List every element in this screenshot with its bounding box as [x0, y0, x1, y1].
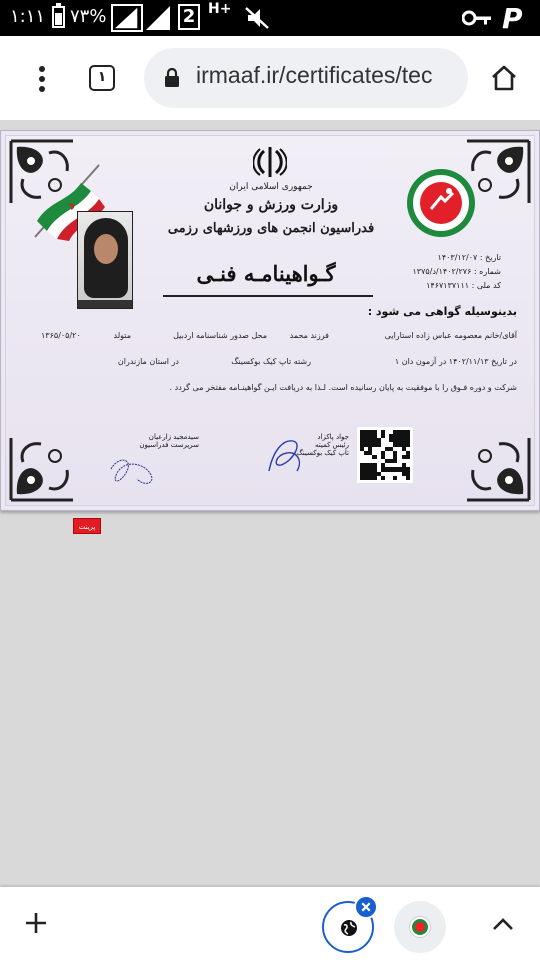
signal-strength-2-icon	[146, 4, 172, 32]
print-button[interactable]: پرینت	[73, 518, 101, 534]
chevron-up-icon[interactable]	[490, 915, 516, 933]
iran-emblem-icon	[253, 145, 287, 179]
certification-intro: بدینوسیله گواهی می شود :	[367, 305, 517, 318]
certificate-image	[0, 130, 540, 511]
url-bar[interactable]	[144, 48, 468, 108]
birth-date: ۱۳۶۵/۰۵/۲۰	[41, 331, 81, 340]
federation-logo-icon	[405, 167, 477, 239]
national-code: کد ملی : ۱۴۶۷۱۳۷۱۱۱	[426, 281, 501, 290]
signature-2-icon	[263, 431, 311, 479]
signature-1-icon	[107, 449, 163, 491]
exam-info: در تاریخ ۱۴۰۲/۱۱/۱۳ در آزمون دان ۱	[394, 357, 517, 366]
browser-toolbar	[0, 36, 540, 120]
signatory-1-name: سیدمجید زارعیان	[148, 433, 199, 441]
signatory-2-name: جواد پاکزاد	[317, 433, 349, 441]
born-label: متولد	[113, 331, 131, 340]
qr-code	[357, 427, 413, 483]
battery-percent: ۷۳%	[70, 6, 107, 27]
signatory-2-role: رئیس کمیته	[315, 441, 349, 449]
signal-strength-icon	[111, 4, 143, 32]
province: در استان مازندران	[117, 357, 179, 366]
close-tab-icon[interactable]	[354, 895, 378, 919]
sim-slot-badge: 2	[178, 4, 200, 30]
lock-icon[interactable]	[164, 68, 180, 88]
status-time: ۱:۱۱	[10, 6, 46, 27]
republic-text: جمهوری اسلامی ایران	[229, 182, 313, 192]
holder-name: آقای/خانم معصومه عباس زاده استارایی	[384, 331, 517, 340]
certificate-number: شماره : ۱۴۰۲/۲۷۶/د/۱۳۷۵	[412, 267, 501, 276]
father-name: فرزند محمد	[289, 331, 329, 340]
certificate-title: گـواهینامـه فنـی	[196, 261, 336, 286]
completion-statement: شرکت و دوره فـوق را با موفقیت به پایان رسانیده است. لـذا به دریافت ایـن گواهینـامه مفتخر می گردد .	[169, 383, 517, 392]
overflow-menu-icon[interactable]	[28, 64, 56, 94]
signatory-2-detail: تاپ کیک بوکسینگ	[296, 449, 349, 457]
ministry-text: وزارت ورزش و جوانان	[203, 197, 339, 213]
browser-bottom-bar	[0, 887, 540, 960]
signatory-1	[109, 433, 199, 449]
vpn-key-icon	[462, 9, 492, 27]
home-icon[interactable]	[490, 64, 518, 92]
issue-place: محل صدور شناسنامه اردبیل	[173, 331, 267, 340]
title-divider	[163, 295, 373, 297]
federation-text: فدراسیون انجمن های ورزشهای رزمی	[167, 221, 375, 236]
parking-app-icon: P	[502, 2, 523, 35]
new-tab-plus-icon[interactable]	[24, 911, 48, 935]
web-content	[0, 120, 540, 887]
tab-thumbnail-other[interactable]	[394, 901, 446, 953]
certificate-date: تاریخ : ۱۴۰۳/۱۲/۰۷	[437, 253, 501, 262]
holder-photo	[77, 211, 133, 309]
site-favicon-icon	[410, 917, 430, 937]
status-bar	[0, 0, 540, 36]
url-text[interactable]: irmaaf.ir/certificates/tec	[196, 62, 433, 88]
tab-switcher-button[interactable]: ۱	[89, 65, 115, 91]
discipline: رشته تاپ کیک بوکسینگ	[231, 357, 311, 366]
qr-code-grid	[360, 430, 410, 480]
network-type: H+	[208, 1, 232, 17]
corner-ornament-icon	[9, 436, 75, 502]
signatory-1-role: سرپرست فدراسیون	[139, 441, 199, 449]
globe-icon	[340, 919, 358, 937]
battery-icon	[52, 6, 65, 28]
corner-ornament-icon	[465, 436, 531, 502]
mute-icon	[244, 6, 270, 30]
